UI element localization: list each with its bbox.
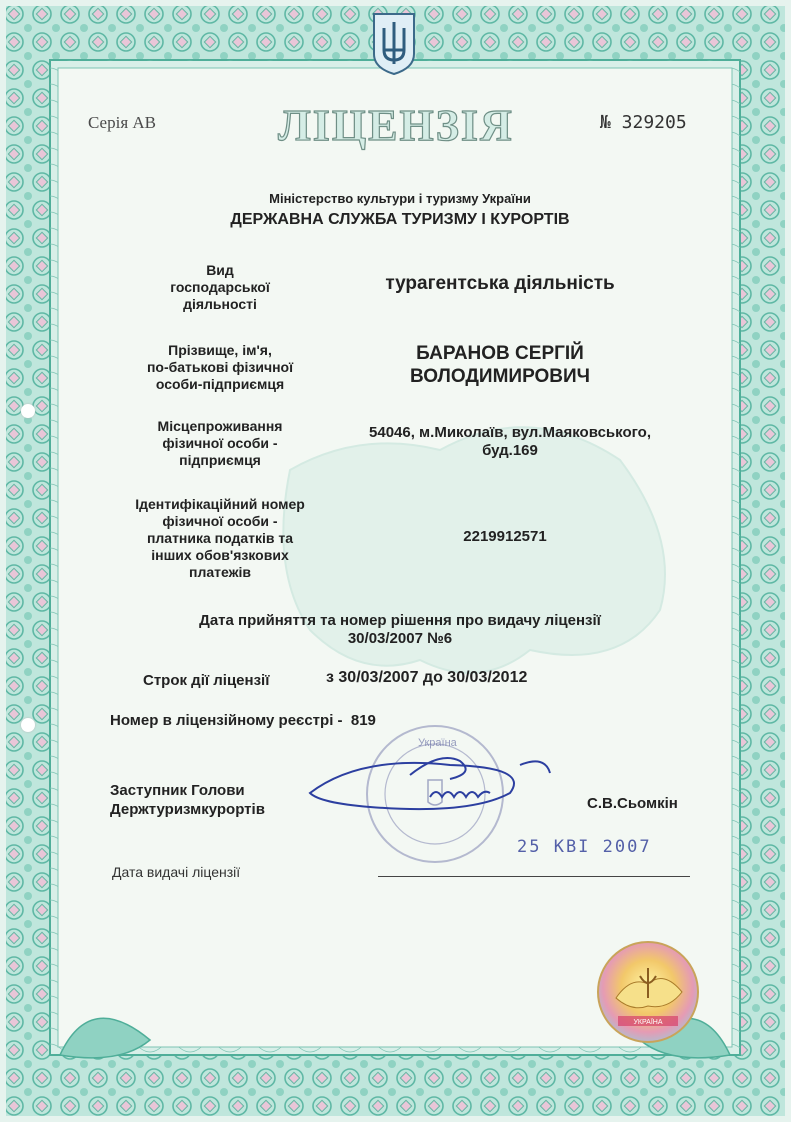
validity-label: Строк дії ліцензії: [143, 672, 270, 689]
registry-label: Номер в ліцензійному реєстрі - 819: [110, 712, 376, 729]
seal-text: Україна: [418, 737, 457, 749]
punch-hole: [21, 718, 35, 732]
tax-id-value: 2219912571: [463, 528, 547, 545]
registry-value: 819: [350, 712, 376, 729]
service-name: ДЕРЖАВНА СЛУЖБА ТУРИЗМУ І КУРОРТІВ: [230, 211, 570, 228]
decision-value: 30/03/2007 №6: [347, 630, 453, 647]
handwritten-signature: [300, 745, 560, 825]
signatory-name: С.В.Сьомкін: [587, 795, 678, 812]
tax-id-label: Ідентифікаційний номер фізичної особи - платника податків та інших обов'язкових платежів: [135, 496, 305, 580]
signatory-position: Заступник Голови Держтуризмкурортів: [110, 782, 265, 818]
issue-date-label: Дата видачі ліцензії: [112, 864, 241, 880]
punch-hole: [21, 404, 35, 418]
ministry-name: Міністерство культури і туризму України: [269, 191, 531, 206]
decision-heading: Дата прийняття та номер рішення про видачу ліцензії: [199, 612, 601, 629]
name-label: Прізвище, ім'я, по-батькові фізичної особи-підприємця: [146, 342, 294, 392]
residence-label: Місцепроживання фізичної особи - підприємця: [157, 418, 283, 468]
activity-value: турагентська діяльність: [385, 273, 615, 294]
issue-date-line: [378, 876, 690, 877]
coat-of-arms-icon: [374, 14, 414, 74]
stamp-date: 25 КВІ 2007: [517, 837, 652, 857]
name-value: БАРАНОВ СЕРГІЙ ВОЛОДИМИРОВИЧ: [409, 343, 591, 387]
series-label: Серія АВ: [88, 113, 156, 132]
hologram-sticker: [596, 940, 700, 1044]
document-title: ЛІЦЕНЗІЯ: [278, 101, 514, 150]
validity-value: з 30/03/2007 до 30/03/2012: [326, 669, 528, 686]
activity-label: Вид господарської діяльності: [170, 262, 270, 312]
hologram-text: УКРАЇНА: [633, 1019, 663, 1026]
license-number: № 329205: [600, 112, 687, 133]
residence-value: 54046, м.Миколаїв, вул.Маяковського, буд.169: [369, 424, 651, 459]
